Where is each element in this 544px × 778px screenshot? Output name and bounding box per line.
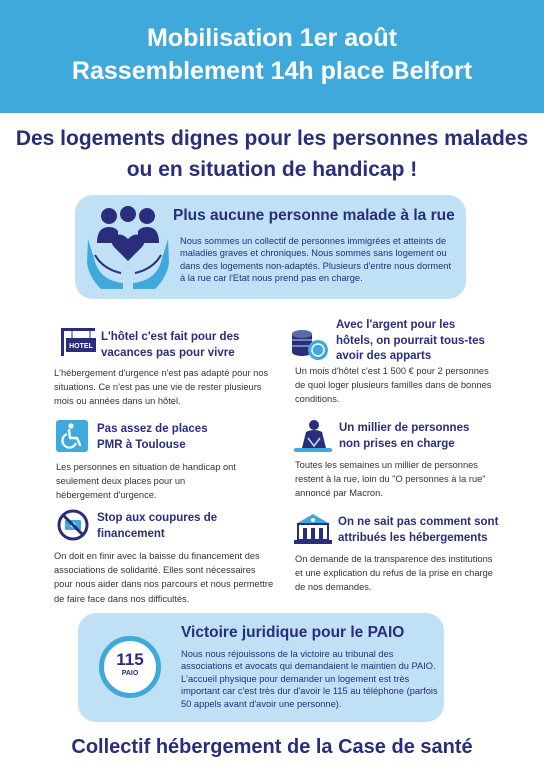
millier-title: Un millier de personnes non prises en charge xyxy=(339,422,470,450)
top-banner xyxy=(0,0,544,113)
attribution-text: On demande de la transparence des institutions et une explication du refus de la prise en charge de nos demandes. xyxy=(295,554,493,593)
homeless-person-icon xyxy=(292,418,334,454)
headline xyxy=(10,123,534,185)
hotel-sign-icon xyxy=(60,326,98,356)
coupures-text: On doit en finir avec la baisse du financement des associations de solidarité. Elles sont nécessaires pour nous aider dans nos parcours et nous permettre de faire face dans nos difficultés. xyxy=(54,551,274,604)
bottom-card-text: Nous nous réjouissons de la victoire au tribunal des associations et avocats qui demandaient le maintien du PAIO. L'accueil physique pour demander un logement est très important car c'est très dur d'avoir le 115 au téléphone (parfois 50 appels avant d'avoir une personne). xyxy=(181,649,438,709)
attribution-title: On ne sait pas comment sont attribués les hébergements xyxy=(338,516,499,544)
pmr-title: Pas assez de places PMR à Toulouse xyxy=(97,423,208,451)
badge-115-label: PAIO xyxy=(121,670,139,677)
hotel-sign-label: HOTEL xyxy=(69,343,93,350)
coupures-title: Stop aux coupures de financement xyxy=(97,512,218,540)
badge-115-number: 115 xyxy=(116,650,144,669)
no-money-icon xyxy=(56,508,90,542)
top-card-text: Nous sommes un collectif de personnes immigrées et atteints de maladies graves et chroniques. Nous sommes sans logement ou dans des logements non-adaptés. Plusieurs d'entre nous dorment à la rue car l'Etat nous prend pas en charge. xyxy=(180,236,452,284)
bottom-card xyxy=(78,613,444,722)
argent-title: Avec l'argent pour les hôtels, on pourrait tous-tes avoir des apparts xyxy=(336,319,485,362)
hotel-title: L'hôtel c'est fait pour des vacances pas pour vivre xyxy=(101,331,240,359)
pmr-text: Les personnes en situation de handicap ont seulement deux places pour un hébergement d'urgence. xyxy=(56,462,236,501)
top-card-title: Plus aucune personne malade à la rue xyxy=(173,207,455,224)
banner-line-1: Mobilisation 1er août xyxy=(146,24,398,52)
badge-115 xyxy=(99,636,161,698)
bottom-card-title: Victoire juridique pour le PAIO xyxy=(181,624,405,641)
hotel-text: L'hébergement d'urgence n'est pas adapté pour nos situations. Ce n'est pas une vie de rester plusieurs mois ou années dans un hôtel. xyxy=(54,368,269,407)
wheelchair-icon xyxy=(56,420,88,452)
top-card xyxy=(75,195,466,299)
argent-text: Un mois d'hôtel c'est 1 500 € pour 2 personnes de quoi loger plusieurs familles dans de bonnes conditions. xyxy=(295,366,492,405)
coin-stack-icon xyxy=(290,324,330,362)
footer-collective: Collectif hébergement de la Case de santé xyxy=(71,736,473,758)
headline-line-1: Des logements dignes pour les personnes malades xyxy=(15,127,529,150)
people-in-hands-icon xyxy=(85,203,171,291)
millier-text: Toutes les semaines un millier de personnes restent à la rue, loin du "O personnes à la rue" annoncé par Macron. xyxy=(295,460,486,499)
institution-building-icon xyxy=(292,510,334,546)
banner-line-2: Rassemblement 14h place Belfort xyxy=(71,57,473,85)
headline-line-2: ou en situation de handicap ! xyxy=(126,158,418,181)
